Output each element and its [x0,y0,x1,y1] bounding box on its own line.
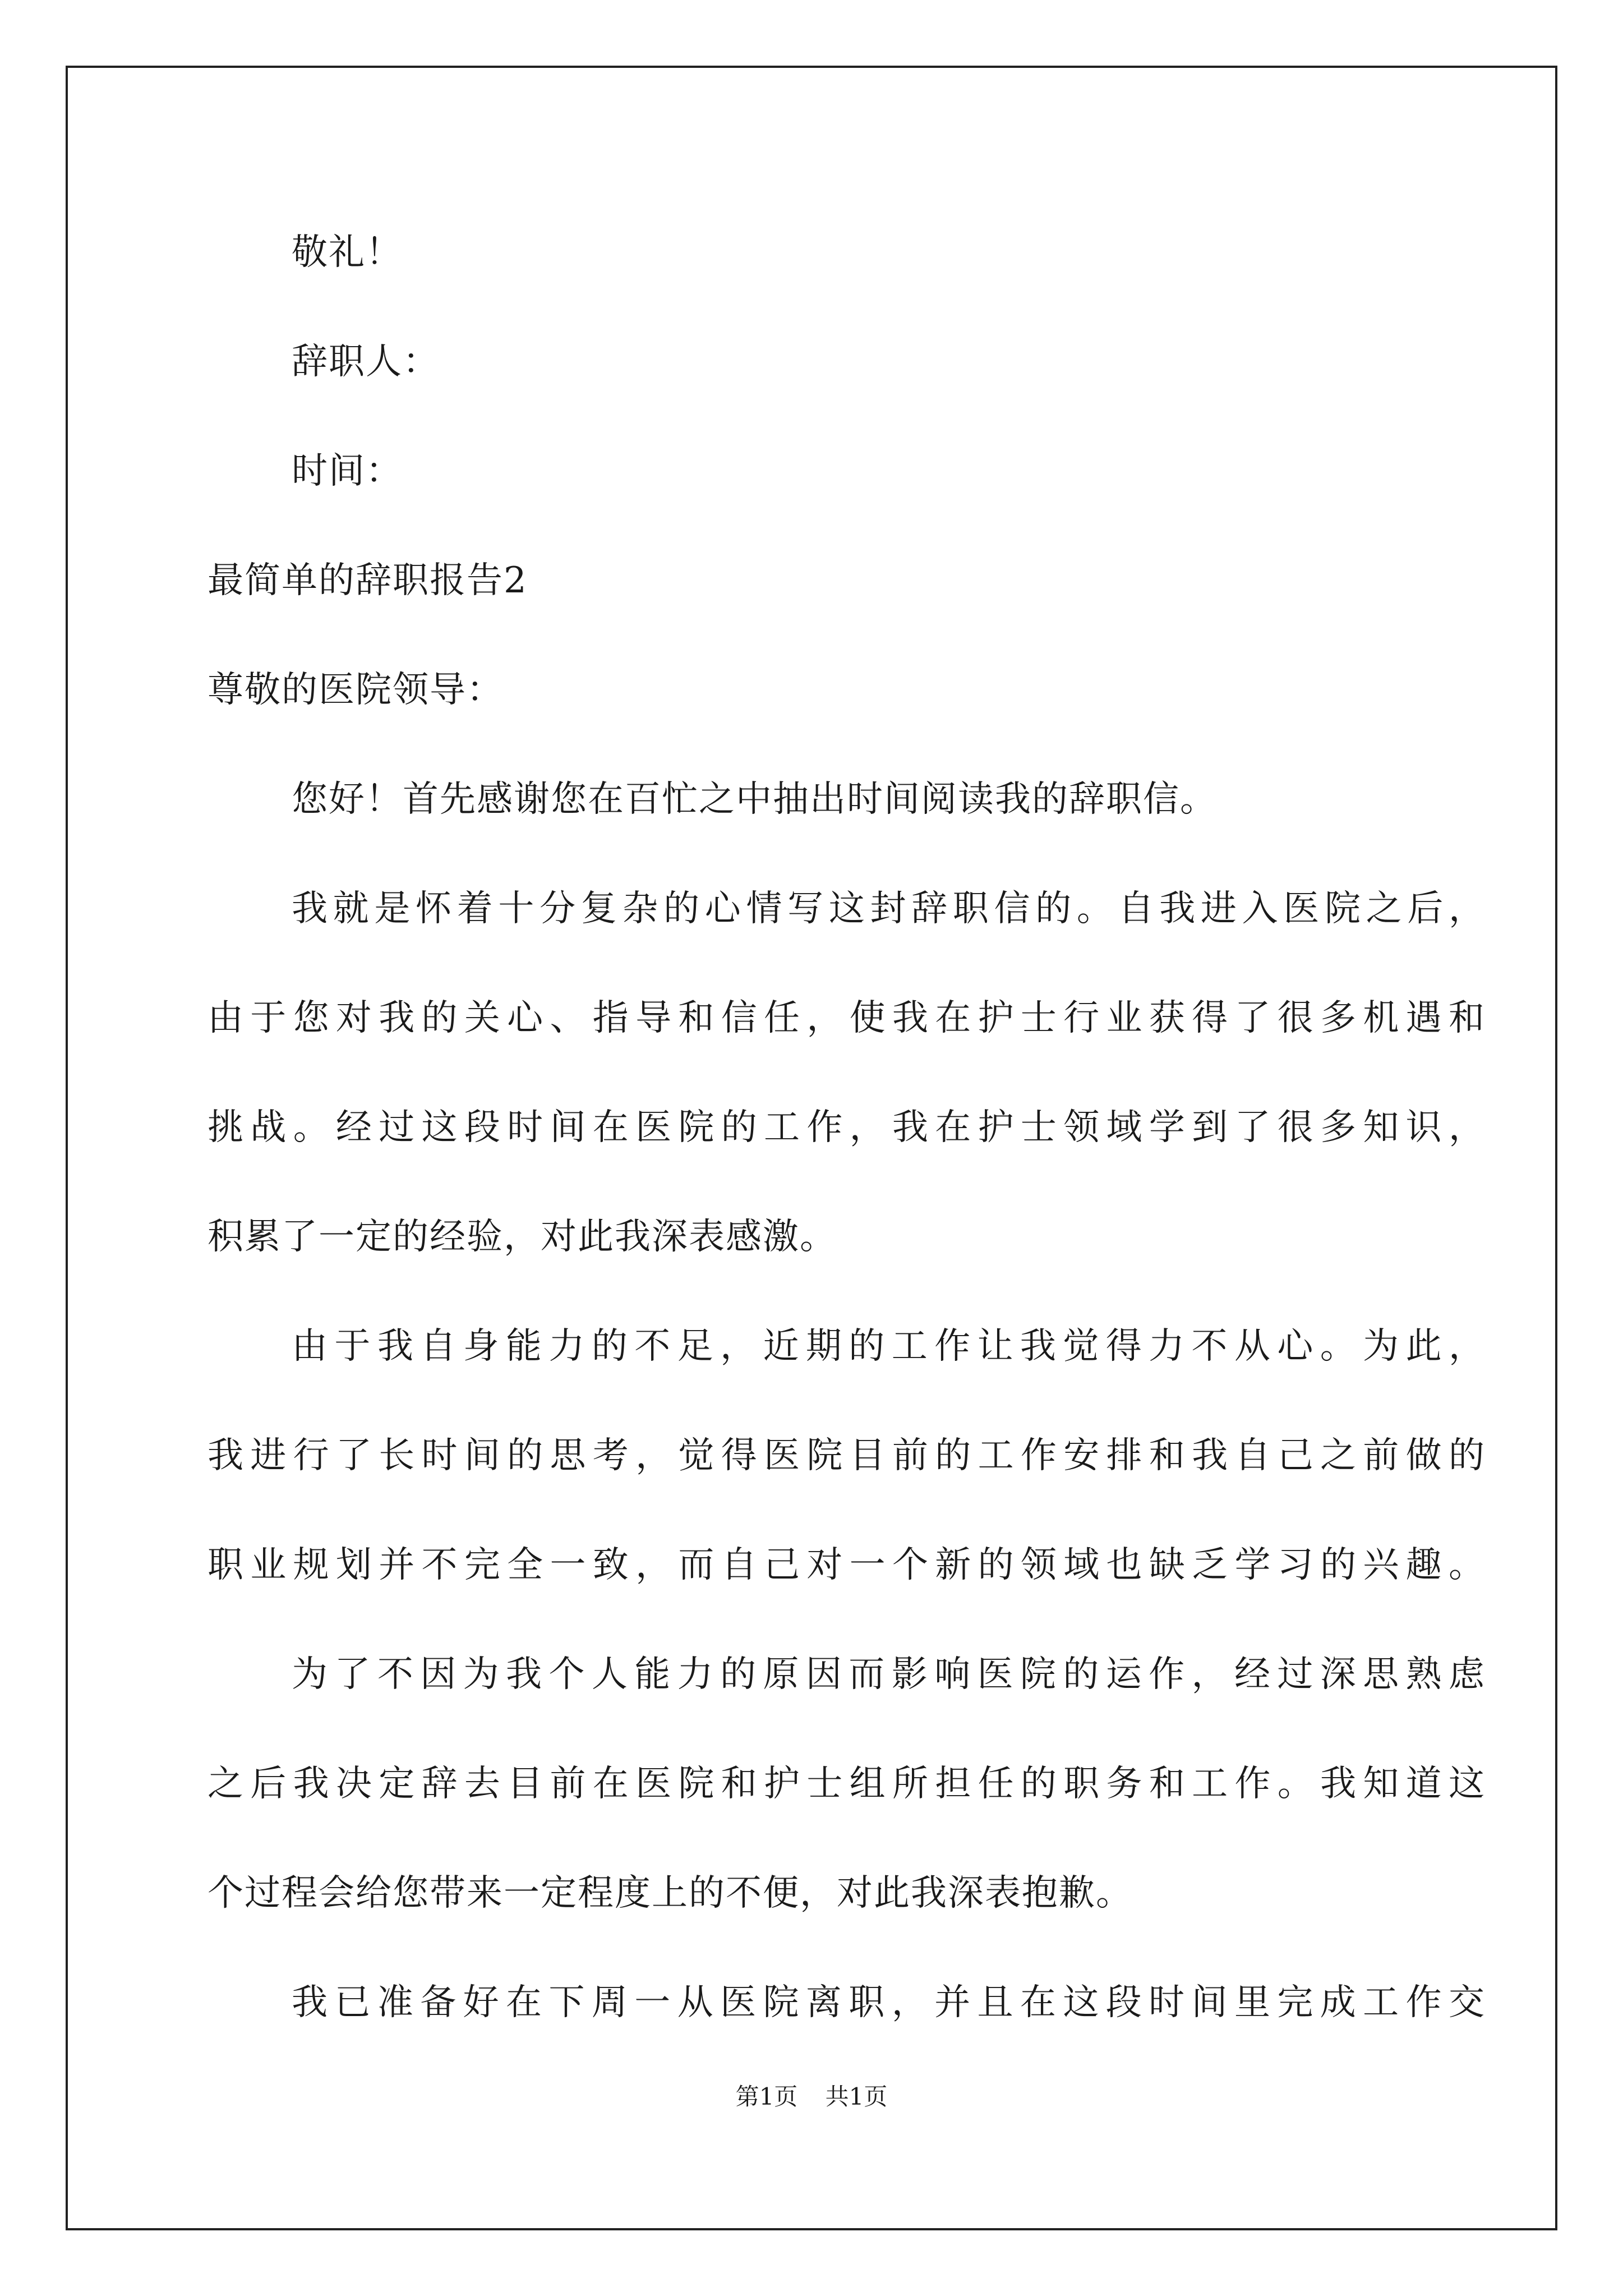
closing-salutation: 敬礼！ [292,232,403,273]
paragraph-line: 之后我决定辞去目前在医院和护士组所担任的职务和工作。我知道这 [208,1763,1486,1805]
paragraph-line: 挑战。经过这段时间在医院的工作，我在护士领域学到了很多知识， [208,1107,1486,1148]
paragraph-line: 由于我自身能力的不足，近期的工作让我觉得力不从心。为此， [292,1326,1486,1367]
page-footer [0,2078,1623,2112]
paragraph-line: 您好！首先感谢您在百忙之中抽出时间阅读我的辞职信。 [292,779,1217,820]
page-total: 共1页 [825,2083,888,2110]
paragraph-line: 我已准备好在下周一从医院离职，并且在这段时间里完成工作交 [292,1982,1486,2023]
paragraph-line: 职业规划并不完全一致，而自己对一个新的领域也缺乏学习的兴趣。 [208,1544,1486,1586]
paragraph-line: 积累了一定的经验，对此我深表感激。 [208,1216,837,1258]
recipient-salutation: 尊敬的医院领导： [208,669,504,711]
paragraph-line: 我就是怀着十分复杂的心情写这封辞职信的。自我进入医院之后， [292,888,1486,930]
section-title: 最简单的辞职报告2 [208,560,528,601]
paragraph-line: 为了不因为我个人能力的原因而影响医院的运作，经过深思熟虑 [292,1654,1486,1695]
paragraph-line: 个过程会给您带来一定程度上的不便，对此我深表抱歉。 [208,1872,1133,1914]
page-number: 第1页 [735,2083,798,2110]
date-label: 时间： [292,450,403,492]
paragraph-line: 由于您对我的关心、指导和信任，使我在护士行业获得了很多机遇和 [208,997,1486,1039]
paragraph-line: 我进行了长时间的思考，觉得医院目前的工作安排和我自己之前做的 [208,1435,1486,1476]
resigner-label: 辞职人： [292,341,440,383]
